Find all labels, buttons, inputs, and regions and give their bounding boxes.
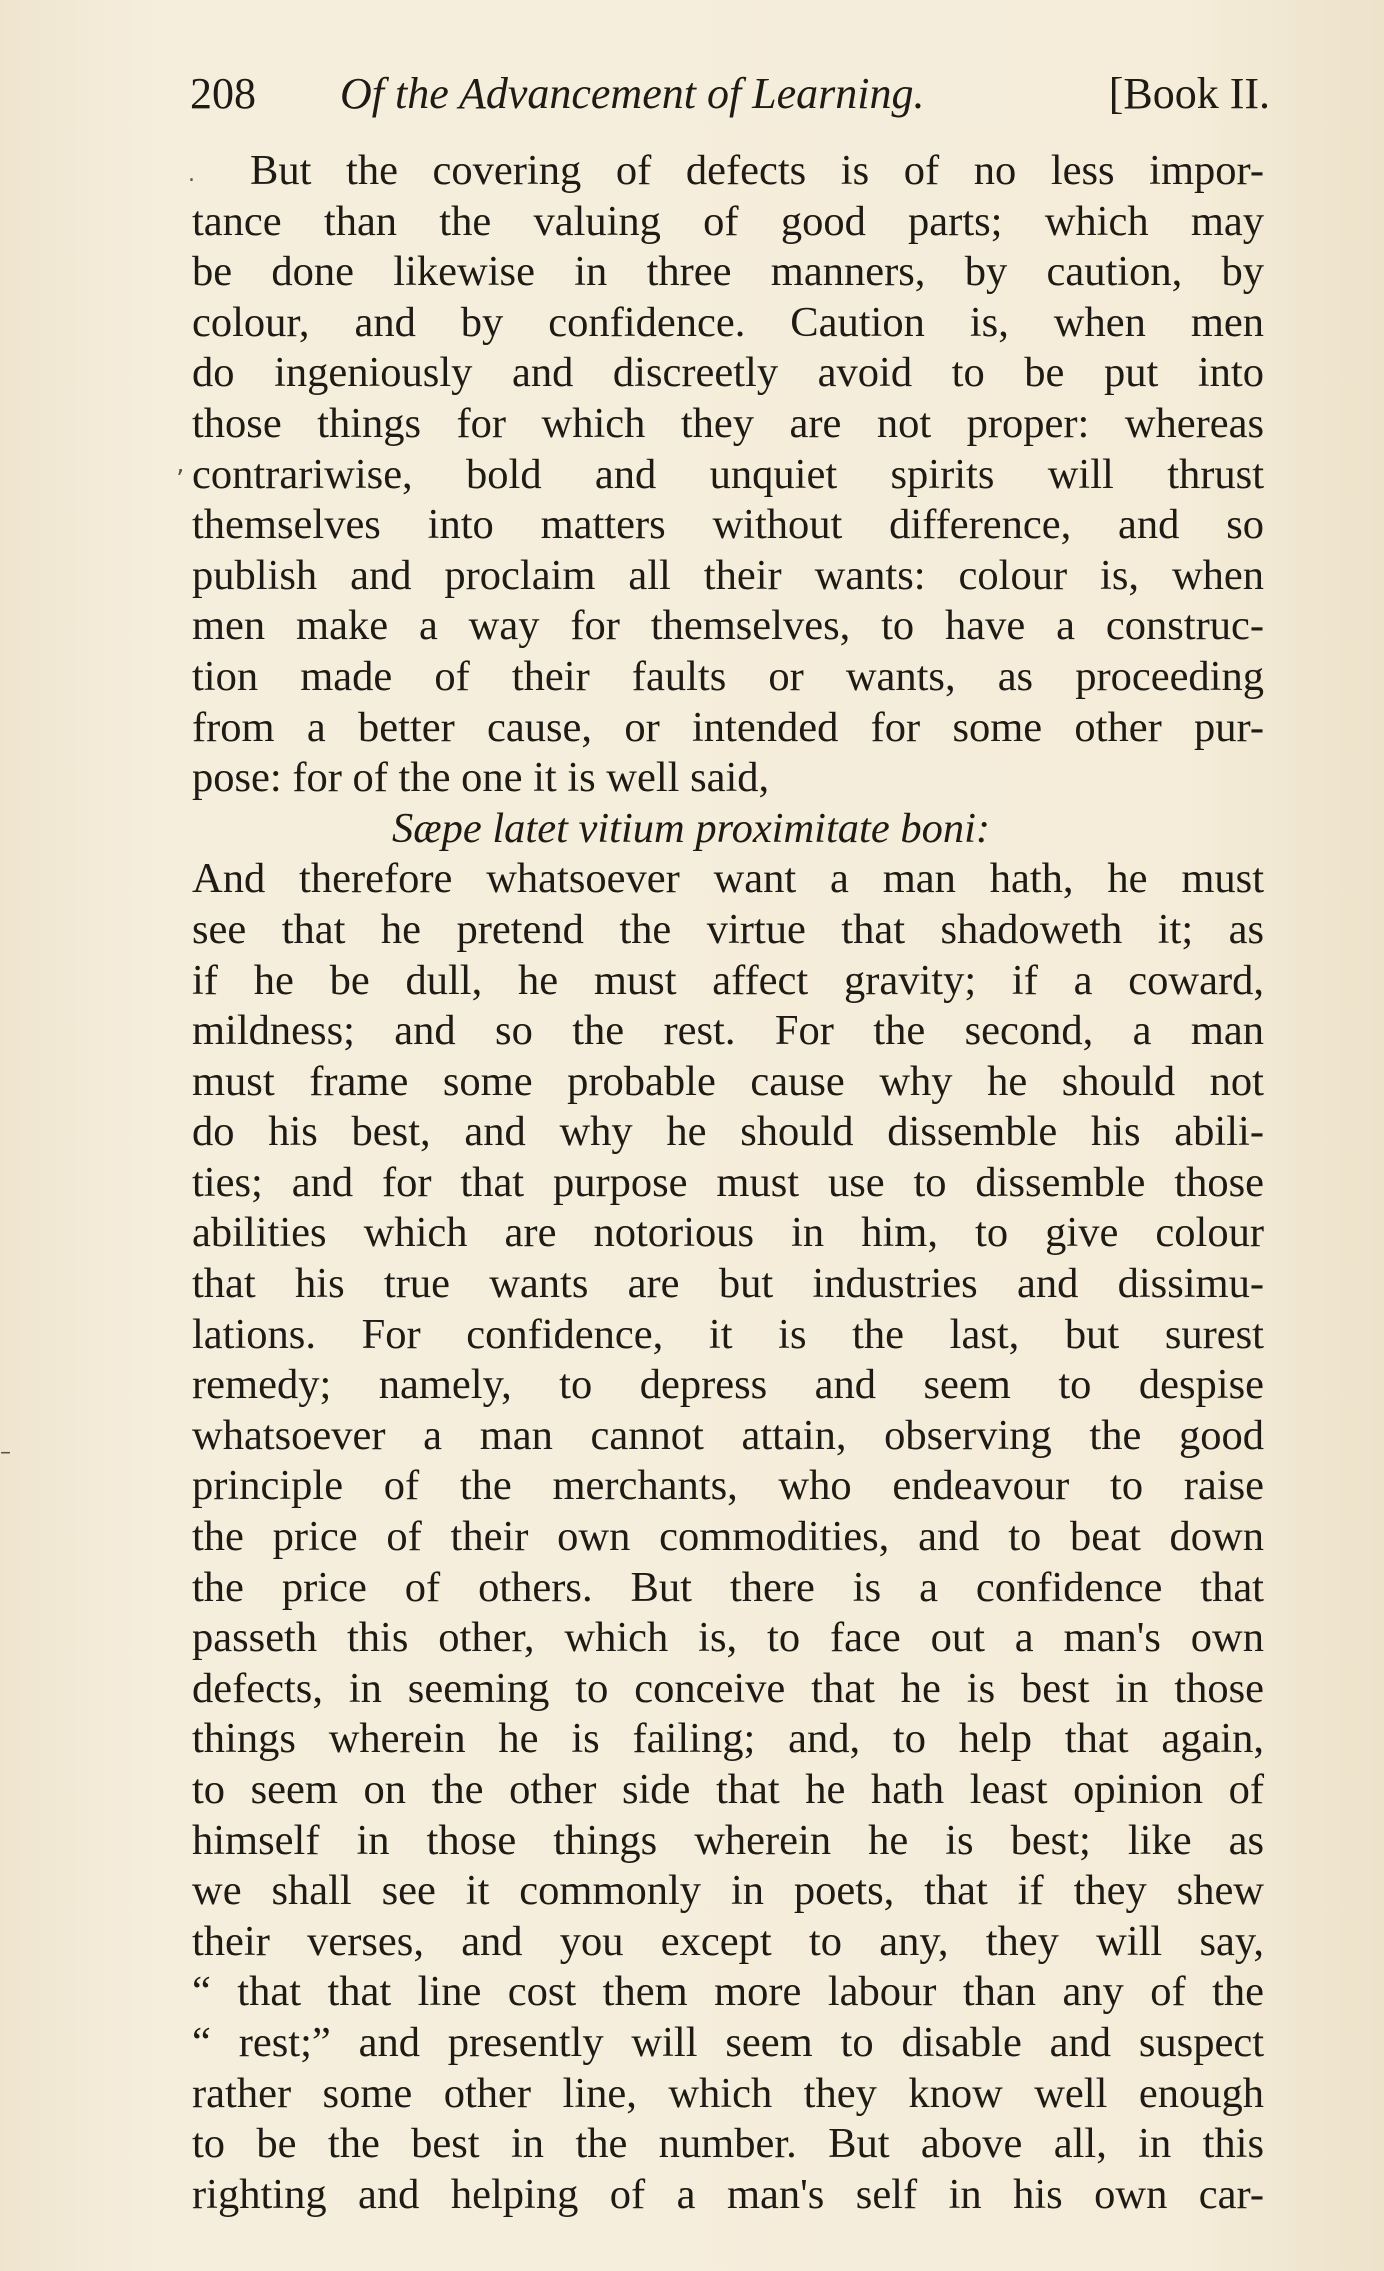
stray-mark: . (188, 162, 195, 187)
text-line: himself in those things wherein he is best; like as (192, 1816, 1264, 1864)
text-line: to be the best in the number. But above all, in this (192, 2120, 1264, 2168)
text-line: lations. For confidence, it is the last, but surest (192, 1310, 1264, 1358)
text-line: colour, and by confidence. Caution is, when men (192, 298, 1264, 346)
margin-dash: – (0, 1440, 11, 1465)
text-line: And therefore whatsoever want a man hath, he must (192, 855, 1264, 903)
text-line: from a better cause, or intended for some other pur- (192, 703, 1264, 751)
text-line: rather some other line, which they know well enough (192, 2069, 1264, 2117)
text-line: righting and helping of a man's self in his own car- (192, 2170, 1264, 2218)
text-line: we shall see it commonly in poets, that if they shew (192, 1867, 1264, 1915)
text-line: men make a way for themselves, to have a construc- (192, 602, 1264, 650)
text-line: that his true wants are but industries and dissimu- (192, 1260, 1264, 1308)
text-line: contrariwise, bold and unquiet spirits will thrust (192, 450, 1264, 498)
text-line: pose: for of the one it is well said, (192, 754, 770, 802)
text-line: do ingeniously and discreetly avoid to be put into (192, 349, 1264, 397)
text-line: “ that that line cost them more labour than any of the (192, 1968, 1264, 2016)
text-line: do his best, and why he should dissemble his abili- (192, 1108, 1264, 1156)
text-line: “ rest;” and presently will seem to disable and suspect (192, 2018, 1264, 2066)
text-line: see that he pretend the virtue that shadoweth it; as (192, 905, 1264, 953)
text-line: must frame some probable cause why he should not (192, 1057, 1264, 1105)
text-line: the price of others. But there is a confidence that (192, 1563, 1264, 1611)
margin-mark: ʼ (176, 465, 185, 495)
text-line: be done likewise in three manners, by caution, by (192, 248, 1264, 296)
text-line: tance than the valuing of good parts; which may (192, 197, 1264, 245)
text-line: remedy; namely, to depress and seem to despise (192, 1361, 1264, 1409)
text-line: passeth this other, which is, to face out a man's own (192, 1614, 1264, 1662)
text-line: the price of their own commodities, and to beat down (192, 1513, 1264, 1561)
text-line: ties; and for that purpose must use to dissemble those (192, 1158, 1264, 1206)
text-line: mildness; and so the rest. For the second, a man (192, 1007, 1264, 1055)
text-line: principle of the merchants, who endeavour to raise (192, 1462, 1264, 1510)
running-title: Of the Advancement of Learning. (340, 69, 925, 118)
text-line: to seem on the other side that he hath least opinion of (192, 1766, 1264, 1813)
text-line: But the covering of defects is of no less impor- (250, 147, 1264, 194)
text-line: publish and proclaim all their wants: colour is, when (192, 551, 1264, 599)
text-line: whatsoever a man cannot attain, observing the good (192, 1411, 1264, 1459)
text-line: defects, in seeming to conceive that he is best in those (192, 1664, 1264, 1712)
text-line: those things for which they are not proper: whereas (192, 399, 1264, 447)
body-text (192, 146, 1264, 2220)
latin-quotation: Sæpe latet vitium proximitate boni: (392, 804, 991, 852)
page-number: 208 (190, 69, 256, 118)
text-line: themselves into matters without difference, and so (192, 501, 1264, 549)
book-label: [Book II. (1108, 69, 1270, 118)
text-line: tion made of their faults or wants, as proceeding (192, 652, 1264, 700)
text-line: things wherein he is failing; and, to help that again, (192, 1715, 1264, 1763)
text-line: their verses, and you except to any, they will say, (192, 1917, 1264, 1965)
running-header (190, 64, 1270, 124)
text-line: if he be dull, he must affect gravity; if a coward, (192, 956, 1264, 1004)
text-line: abilities which are notorious in him, to give colour (192, 1209, 1264, 1257)
